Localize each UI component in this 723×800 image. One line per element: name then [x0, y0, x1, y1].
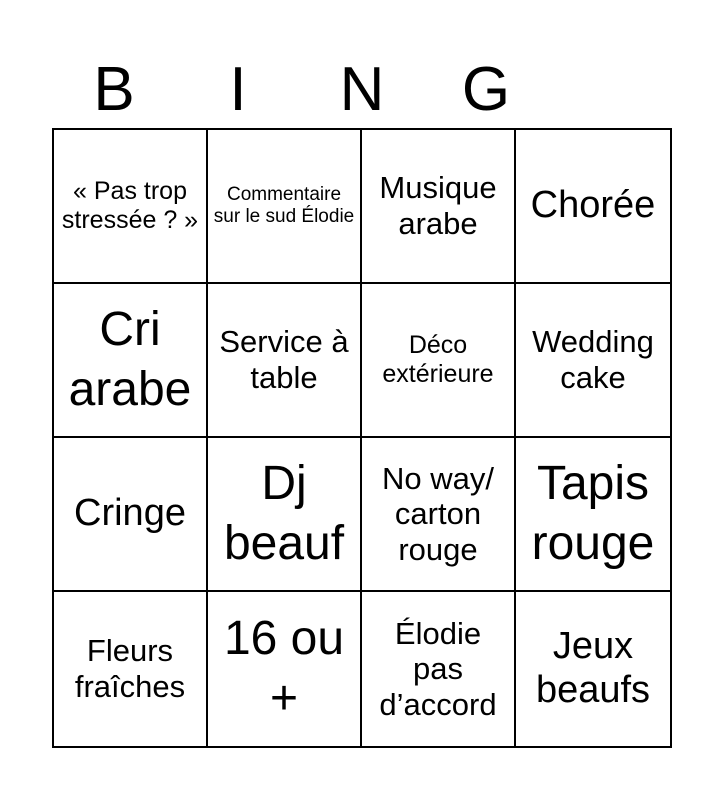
header-letter-n: N — [339, 55, 385, 124]
bingo-header — [52, 52, 672, 128]
header-letter-g: G — [461, 55, 511, 124]
header-letter-o — [548, 52, 672, 128]
bingo-cell[interactable]: Service à table — [208, 284, 362, 438]
bingo-cell[interactable]: Chorée — [516, 130, 670, 284]
bingo-cell[interactable]: Élodie pas d’accord — [362, 592, 516, 746]
bingo-cell[interactable]: Wedding cake — [516, 284, 670, 438]
bingo-cell[interactable]: Déco extérieure — [362, 284, 516, 438]
bingo-cell[interactable]: Cringe — [54, 438, 208, 592]
bingo-board — [52, 128, 672, 748]
bingo-cell[interactable]: Dj beauf — [208, 438, 362, 592]
header-letter-b: B — [93, 55, 135, 124]
bingo-cell[interactable]: Fleurs fraîches — [54, 592, 208, 746]
bingo-cell[interactable]: « Pas trop stressée ? » — [54, 130, 208, 284]
bingo-cell[interactable]: No way/ carton rouge — [362, 438, 516, 592]
bingo-cell[interactable]: Cri arabe — [54, 284, 208, 438]
bingo-cell[interactable]: Tapis rouge — [516, 438, 670, 592]
bingo-cell[interactable]: Musique arabe — [362, 130, 516, 284]
header-letter-i: I — [229, 55, 247, 124]
bingo-cell[interactable]: 16 ou + — [208, 592, 362, 746]
bingo-cell[interactable]: Commentaire sur le sud Élodie — [208, 130, 362, 284]
bingo-cell[interactable]: Jeux beaufs — [535, 625, 651, 711]
